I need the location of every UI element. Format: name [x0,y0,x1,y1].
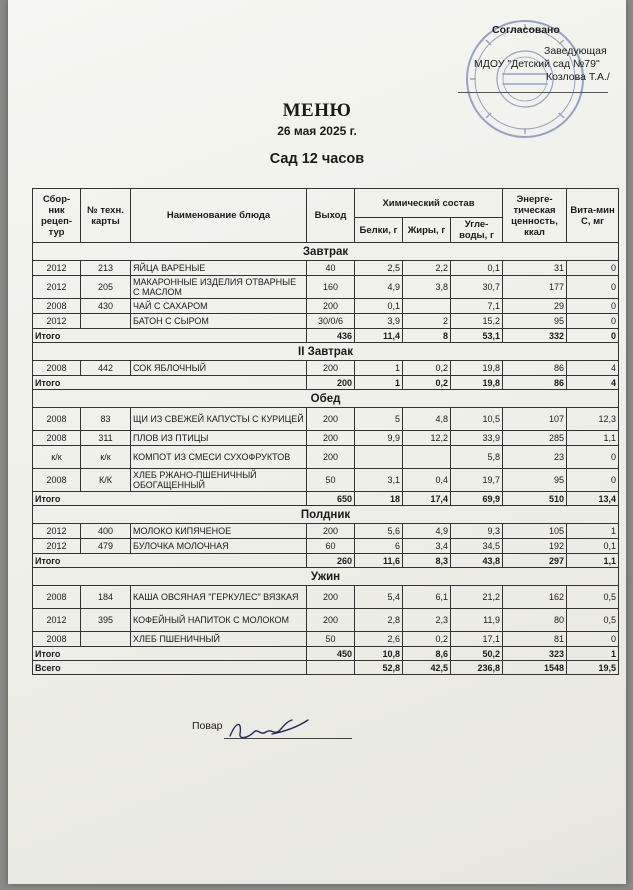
dish-recipe: к/к [33,446,81,469]
dish-fat: 2,3 [403,609,451,632]
dish-yield: 50 [307,469,355,492]
dish-recipe: 2008 [33,408,81,431]
dish-vitamin: 0,1 [567,539,619,554]
total-vitamin: 0 [567,329,619,343]
dish-vitamin: 0 [567,469,619,492]
dish-carbs: 5,8 [451,446,503,469]
dish-recipe: 2012 [33,539,81,554]
dish-row [33,431,619,446]
dish-vitamin: 0 [567,261,619,276]
page-title: МЕНЮ [282,100,352,121]
dish-row [33,408,619,431]
dish-name: МОЛОКО КИПЯЧЕНОЕ [131,524,307,539]
dish-row [33,539,619,554]
dish-yield: 40 [307,261,355,276]
dish-protein: 9,9 [355,431,403,446]
dish-row [33,261,619,276]
approval-organization: МДОУ "Детский сад №79" [474,58,600,70]
dish-name: КАША ОВСЯНАЯ "ГЕРКУЛЕС" ВЯЗКАЯ [131,586,307,609]
dish-recipe: 2008 [33,431,81,446]
dish-fat: 3,8 [403,276,451,299]
dish-vitamin: 0 [567,299,619,314]
total-fat: 8 [403,329,451,343]
dish-vitamin: 0 [567,276,619,299]
total-yield: 650 [307,492,355,506]
dish-recipe: 2012 [33,276,81,299]
total-protein: 18 [355,492,403,506]
total-label: Итого [33,329,307,343]
dish-card: 184 [81,586,131,609]
total-fat: 0,2 [403,376,451,390]
dish-name: ЧАЙ С САХАРОМ [131,299,307,314]
dish-card: 311 [81,431,131,446]
approval-position: Заведующая [544,45,607,57]
menu-date: 26 мая 2025 г. [277,124,357,138]
dish-energy: 95 [503,314,567,329]
dish-energy: 177 [503,276,567,299]
section-total-row [33,647,619,661]
dish-name: КОМПОТ ИЗ СМЕСИ СУХОФРУКТОВ [131,446,307,469]
dish-card: 395 [81,609,131,632]
dish-carbs: 19,7 [451,469,503,492]
section-header-row [33,506,619,524]
section-title: Завтрак [33,243,619,261]
dish-name: ПЛОВ ИЗ ПТИЦЫ [131,431,307,446]
col-fat-header: Жиры, г [403,218,451,243]
dish-energy: 162 [503,586,567,609]
dish-name: КОФЕЙНЫЙ НАПИТОК С МОЛОКОМ [131,609,307,632]
dish-yield: 200 [307,446,355,469]
dish-carbs: 7,1 [451,299,503,314]
dish-card: к/к [81,446,131,469]
dish-recipe: 2012 [33,261,81,276]
total-carbs: 50,2 [451,647,503,661]
dish-recipe: 2008 [33,361,81,376]
total-yield: 450 [307,647,355,661]
dish-fat: 3,4 [403,539,451,554]
col-chem-header: Химический состав [355,189,503,218]
dish-yield: 200 [307,524,355,539]
dish-card: 400 [81,524,131,539]
col-vitamin-header: Вита-мин С, мг [567,189,619,243]
dish-row [33,446,619,469]
total-energy: 297 [503,554,567,568]
dish-carbs: 19,8 [451,361,503,376]
cook-label: Повар [192,720,223,732]
dish-fat: 0,2 [403,361,451,376]
total-vitamin: 1,1 [567,554,619,568]
title-block [8,100,626,167]
dish-energy: 81 [503,632,567,647]
dish-row [33,632,619,647]
dish-protein: 4,9 [355,276,403,299]
section-header-row [33,243,619,261]
dish-fat: 4,8 [403,408,451,431]
approval-block [448,24,624,84]
dish-fat: 2 [403,314,451,329]
dish-fat: 6,1 [403,586,451,609]
section-title: II Завтрак [33,343,619,361]
dish-row [33,276,619,299]
menu-table-body [33,243,619,675]
menu-table [32,188,619,675]
dish-card: 430 [81,299,131,314]
col-carbs-header: Угле-воды, г [451,218,503,243]
col-card-header: № техн. карты [81,189,131,243]
dish-carbs: 34,5 [451,539,503,554]
grand-total-protein: 52,8 [355,661,403,675]
dish-vitamin: 0 [567,446,619,469]
dish-recipe: 2012 [33,314,81,329]
dish-carbs: 17,1 [451,632,503,647]
section-title: Полдник [33,506,619,524]
total-yield: 436 [307,329,355,343]
grand-total-carbs: 236,8 [451,661,503,675]
total-fat: 17,4 [403,492,451,506]
dish-card [81,314,131,329]
dish-fat: 12,2 [403,431,451,446]
dish-protein: 0,1 [355,299,403,314]
dish-card: 213 [81,261,131,276]
total-fat: 8,6 [403,647,451,661]
section-header-row [33,343,619,361]
dish-carbs: 10,5 [451,408,503,431]
dish-vitamin: 0,5 [567,586,619,609]
total-vitamin: 1 [567,647,619,661]
dish-name: БАТОН С СЫРОМ [131,314,307,329]
dish-card: 83 [81,408,131,431]
section-total-row [33,376,619,390]
dish-card: 479 [81,539,131,554]
dish-card: К/К [81,469,131,492]
dish-carbs: 30,7 [451,276,503,299]
dish-protein: 3,1 [355,469,403,492]
total-protein: 11,6 [355,554,403,568]
dish-protein: 5,4 [355,586,403,609]
dish-energy: 31 [503,261,567,276]
grand-total-label: Всего [33,661,307,675]
total-energy: 86 [503,376,567,390]
dish-vitamin: 1 [567,524,619,539]
total-label: Итого [33,647,307,661]
total-energy: 323 [503,647,567,661]
dish-fat: 2,2 [403,261,451,276]
dish-card [81,632,131,647]
menu-subtitle: Сад 12 часов [269,151,365,167]
total-carbs: 19,8 [451,376,503,390]
total-yield: 200 [307,376,355,390]
col-protein-header: Белки, г [355,218,403,243]
dish-carbs: 9,3 [451,524,503,539]
section-title: Обед [33,390,619,408]
dish-vitamin: 12,3 [567,408,619,431]
dish-recipe: 2008 [33,469,81,492]
dish-protein: 6 [355,539,403,554]
dish-name: ЯЙЦА ВАРЕНЫЕ [131,261,307,276]
dish-vitamin: 1,1 [567,431,619,446]
dish-protein: 2,6 [355,632,403,647]
dish-fat: 4,9 [403,524,451,539]
dish-yield: 200 [307,408,355,431]
dish-name: СОК ЯБЛОЧНЫЙ [131,361,307,376]
total-fat: 8,3 [403,554,451,568]
total-protein: 11,4 [355,329,403,343]
total-energy: 510 [503,492,567,506]
dish-protein: 1 [355,361,403,376]
total-label: Итого [33,492,307,506]
dish-row [33,524,619,539]
dish-carbs: 11,9 [451,609,503,632]
dish-protein: 5 [355,408,403,431]
dish-carbs: 33,9 [451,431,503,446]
dish-row [33,586,619,609]
dish-energy: 86 [503,361,567,376]
dish-yield: 200 [307,586,355,609]
dish-yield: 200 [307,609,355,632]
total-vitamin: 4 [567,376,619,390]
dish-energy: 29 [503,299,567,314]
section-header-row [33,568,619,586]
dish-fat: 0,2 [403,632,451,647]
dish-fat [403,299,451,314]
dish-energy: 95 [503,469,567,492]
dish-vitamin: 4 [567,361,619,376]
col-energy-header: Энерге-тическая ценность, ккал [503,189,567,243]
dish-vitamin: 0 [567,632,619,647]
dish-energy: 80 [503,609,567,632]
grand-total-row [33,661,619,675]
dish-yield: 200 [307,431,355,446]
dish-row [33,609,619,632]
total-vitamin: 13,4 [567,492,619,506]
dish-carbs: 15,2 [451,314,503,329]
dish-vitamin: 0 [567,314,619,329]
dish-row [33,361,619,376]
col-name-header: Наименование блюда [131,189,307,243]
dish-vitamin: 0,5 [567,609,619,632]
total-carbs: 43,8 [451,554,503,568]
grand-total-vitamin: 19,5 [567,661,619,675]
grand-total-fat: 42,5 [403,661,451,675]
total-carbs: 53,1 [451,329,503,343]
dish-yield: 30/0/6 [307,314,355,329]
total-label: Итого [33,376,307,390]
dish-yield: 200 [307,361,355,376]
dish-protein: 5,6 [355,524,403,539]
total-protein: 1 [355,376,403,390]
dish-card: 442 [81,361,131,376]
dish-protein: 2,5 [355,261,403,276]
dish-yield: 200 [307,299,355,314]
dish-recipe: 2008 [33,632,81,647]
cook-signature [226,712,312,746]
dish-recipe: 2008 [33,586,81,609]
dish-recipe: 2012 [33,524,81,539]
total-protein: 10,8 [355,647,403,661]
dish-protein [355,446,403,469]
dish-energy: 107 [503,408,567,431]
dish-card: 205 [81,276,131,299]
approval-signature-line [458,92,608,93]
dish-carbs: 0,1 [451,261,503,276]
dish-name: ЩИ ИЗ СВЕЖЕЙ КАПУСТЫ С КУРИЦЕЙ [131,408,307,431]
approval-person: Козлова Т.А./ [546,71,610,83]
dish-protein: 3,9 [355,314,403,329]
cook-signature-line [224,738,352,739]
dish-yield: 50 [307,632,355,647]
dish-name: ХЛЕБ РЖАНО-ПШЕНИЧНЫЙ ОБОГАЩЕННЫЙ [131,469,307,492]
dish-name: МАКАРОННЫЕ ИЗДЕЛИЯ ОТВАРНЫЕ С МАСЛОМ [131,276,307,299]
dish-recipe: 2012 [33,609,81,632]
section-total-row [33,554,619,568]
dish-row [33,314,619,329]
dish-row [33,299,619,314]
dish-protein: 2,8 [355,609,403,632]
dish-energy: 285 [503,431,567,446]
menu-sheet [8,0,626,884]
section-title: Ужин [33,568,619,586]
total-energy: 332 [503,329,567,343]
total-label: Итого [33,554,307,568]
dish-energy: 192 [503,539,567,554]
dish-yield: 60 [307,539,355,554]
grand-total-energy: 1548 [503,661,567,675]
dish-row [33,469,619,492]
section-header-row [33,390,619,408]
dish-energy: 23 [503,446,567,469]
total-yield: 260 [307,554,355,568]
dish-fat: 0,4 [403,469,451,492]
dish-name: ХЛЕБ ПШЕНИЧНЫЙ [131,632,307,647]
col-recipe-header: Сбор-ник рецеп-тур [33,189,81,243]
grand-total-yield [307,661,355,675]
dish-fat [403,446,451,469]
dish-yield: 160 [307,276,355,299]
approval-heading: Согласовано [492,24,560,36]
col-yield-header: Выход [307,189,355,243]
dish-energy: 105 [503,524,567,539]
dish-name: БУЛОЧКА МОЛОЧНАЯ [131,539,307,554]
section-total-row [33,492,619,506]
section-total-row [33,329,619,343]
total-carbs: 69,9 [451,492,503,506]
dish-recipe: 2008 [33,299,81,314]
dish-carbs: 21,2 [451,586,503,609]
